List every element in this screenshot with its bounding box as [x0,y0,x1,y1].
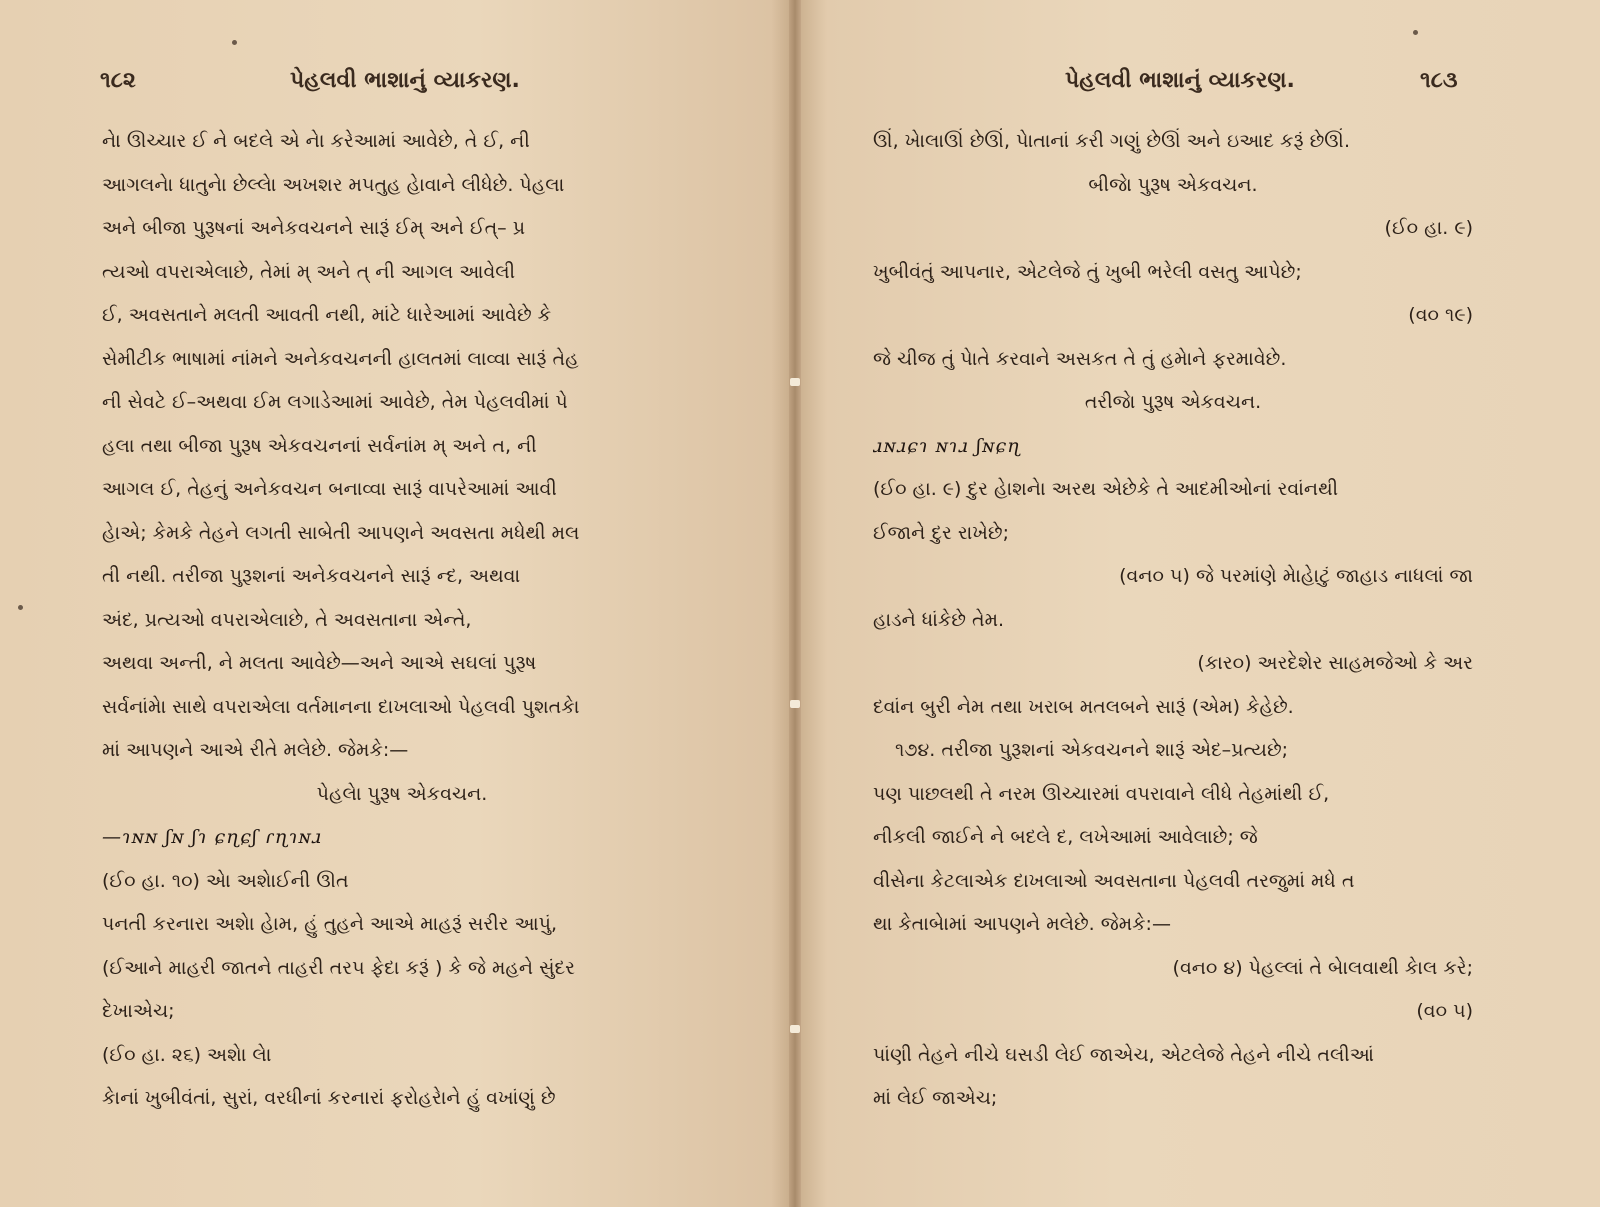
text-line: ઈ, અવસતાને મલતી આવતી નથી, માંટે ધારેઆમાં આવેછે કે [102,304,552,326]
text-line: ઈજાને દુર રાખેછે; [873,521,1010,544]
text-line: (વ૦ ૧૯) [1408,304,1473,326]
left-page-number: ૧૮૨ [100,68,136,93]
text-line: હલા તથા બીજા પુરૂષ એકવચનનાં સર્વનાંમ મ્ અને ત, ની [102,434,537,457]
text-line: ખુબીવંતું આપનાર, એટલેજે તું ખુબી ભરેલી વસતુ આપેછે; [873,260,1302,283]
right-page-number: ૧૮૩ [1420,68,1458,93]
speck [232,40,237,45]
pahlavi-script-line: —ɿɴɴ ʃɴ ʃɿ ɕɳɕʃ ɾɳɿɴɹ [102,826,323,848]
text-line: કેાનાં ખુબીવંતાં, સુરાં, વરધીનાં કરનારાં ફરોહરેાને હું વખાંણું છે [102,1087,556,1109]
text-line: અથવા અન્તી, ને મલતા આવેછે—અને આએ સઘલાં પુરૂષ [102,652,537,674]
text-line: નેા ઊચ્ચાર ઈ ને બદલે એ નેા કરેઆમાં આવેછે, તે ઈ, ની [102,130,530,152]
text-line: તી નથી. તરીજા પુરૂશનાં અનેકવચનને સારૂં ન્દ, અથવા [102,565,521,587]
text-line: સર્વનાંમેા સાથે વપરાએલા વર્તમાનના દાખલાઓ પેહલવી પુશતકેા [102,695,580,718]
left-page-body [102,120,702,1121]
section-heading: પેહલેા પુરૂષ એકવચન. [316,782,488,805]
text-line: નીકલી જાઈને ને બદલે દ, લખેઆમાં આવેલાછે; જે [873,826,1258,848]
section-heading: તરીજેા પુરૂષ એકવચન. [1084,391,1262,413]
text-line: પનતી કરનારા અશેા હેામ, હું તુહને આએ માહરૂં સરીર આપું, [102,913,558,935]
text-line: અંદ, પ્રત્યઓ વપરાએલાછે, તે અવસતાના એન્તે, [102,608,472,631]
text-line: ત્યઓ વપરાએલાછે, તેમાં મ્ અને ત્ ની આગલ આવેલી [102,260,516,283]
binding-stitch [790,700,800,708]
text-line: આગલનેા ધાતુનેા છેલ્લેા અખશર મ૫તુહ હેાવાને લીધેછે. પેહલા [102,173,565,196]
text-line: (ઈઆને માહરી જાતને તાહરી તર૫ ફેદા કરૂં ) કે જે મહને સુંદર [102,956,575,979]
text-line: (ઈ૦ હા. ૨૬) અશેા લેા [102,1043,272,1066]
text-line: માં આપણને આએ રીતે મલેછે. જેમકે:— [102,739,409,761]
text-line: (વન૦ ૫) જે પરમાંણે મેાહેાટું જાહાડ નાધલાં જા [1119,565,1473,587]
binding-stitch [790,378,800,386]
text-line: અને બીજા પુરૂષનાં અનેકવચનને સારૂં ઈમ્ અને ઈત્– પ્ર [102,217,526,239]
text-line: જે ચીજ તું પેાતે કરવાને અસકત તે તું હમેાને ફરમાવેછે. [873,347,1287,370]
text-line: દેખાએચ; [102,1000,175,1022]
text-line: દવાંન બુરી નેમ તથા ખરાબ મતલબને સારૂં (એમ) કેહેછે. [873,695,1294,718]
speck [18,605,23,610]
text-line: હાડને ધાંકેછે તેમ. [873,608,1005,631]
right-page-body [873,120,1473,1121]
text-line: પાંણી તેહને નીચે ઘસડી લેઈ જાએચ, એટલેજે તેહને નીચે તલીઆં [873,1043,1374,1066]
text-line: વીસેના કેટલાએક દાખલાઓ અવસતાના પેહલવી તરજુમાં મધે ત [873,869,1355,892]
text-line: (ઈ૦ હા. ૯) [1384,217,1473,239]
text-line: (કાર૦) અરદેશેર સાહમજેઓ કે અર [1197,652,1473,674]
section-heading: બીજેા પુરૂષ એકવચન. [1088,173,1258,196]
speck [1413,30,1418,35]
text-line: (વન૦ ૪) પેહલ્લાં તે બેાલવાથી કેાલ કરે; [1172,956,1473,979]
text-line: માં લેઈ જાએચ; [873,1087,998,1109]
right-page-header-title: પેહલવી ભાશાનું વ્યાકરણ. [1065,68,1295,93]
left-page-header-title: પેહલવી ભાશાનું વ્યાકરણ. [290,68,520,93]
text-line: સેમીટીક ભાષામાં નાંમને અનેકવચનની હાલતમાં લાવ્વા સારૂં તેહ [102,347,579,370]
pahlavi-script-line: ɹɴɹɕɿ ɴɿɹ ʃɴɕɳ [873,434,1022,457]
text-line: ની સેવટે ઈ–અથવા ઈમ લગાડેઆમાં આવેછે, તેમ પેહલવીમાં પે [102,391,568,413]
text-line: હેાએ; કેમકે તેહને લગતી સાબેતી આપણને અવસતા મધેથી મલ [102,521,580,544]
text-line: થા કેતાબેામાં આપણને મલેછે. જેમકે:— [873,913,1171,935]
text-line: આગલ ઈ, તેહનું અનેકવચન બનાવ્વા સારૂં વાપરેઆમાં આવી [102,478,557,500]
text-line: (ઈ૦ હા. ૯) દુર હેાશનેા અરથ એછેકે તે આદમીઓનાં રવાંનથી [873,478,1339,500]
text-line: ૧૭૪. તરીજા પુરૂશનાં એકવચનને શારૂં એદ–પ્રત્યછે; [895,739,1289,761]
binding-stitch [790,1025,800,1033]
left-page [0,0,795,1207]
text-line: ઊં, ખેાલાઊં છેઊં, પેાતાનાં કરી ગણું છેઊં અને ઇઆદ કરૂં છેઊં. [873,130,1350,152]
right-page [795,0,1600,1207]
text-line: (ઈ૦ હા. ૧૦) એા અશેાઈની ઊત [102,869,349,892]
text-line: (વ૦ ૫) [1416,1000,1473,1022]
text-line: પણ પાછલથી તે નરમ ઊચ્ચારમાં વપરાવાને લીધે તેહમાંથી ઈ, [873,782,1330,805]
